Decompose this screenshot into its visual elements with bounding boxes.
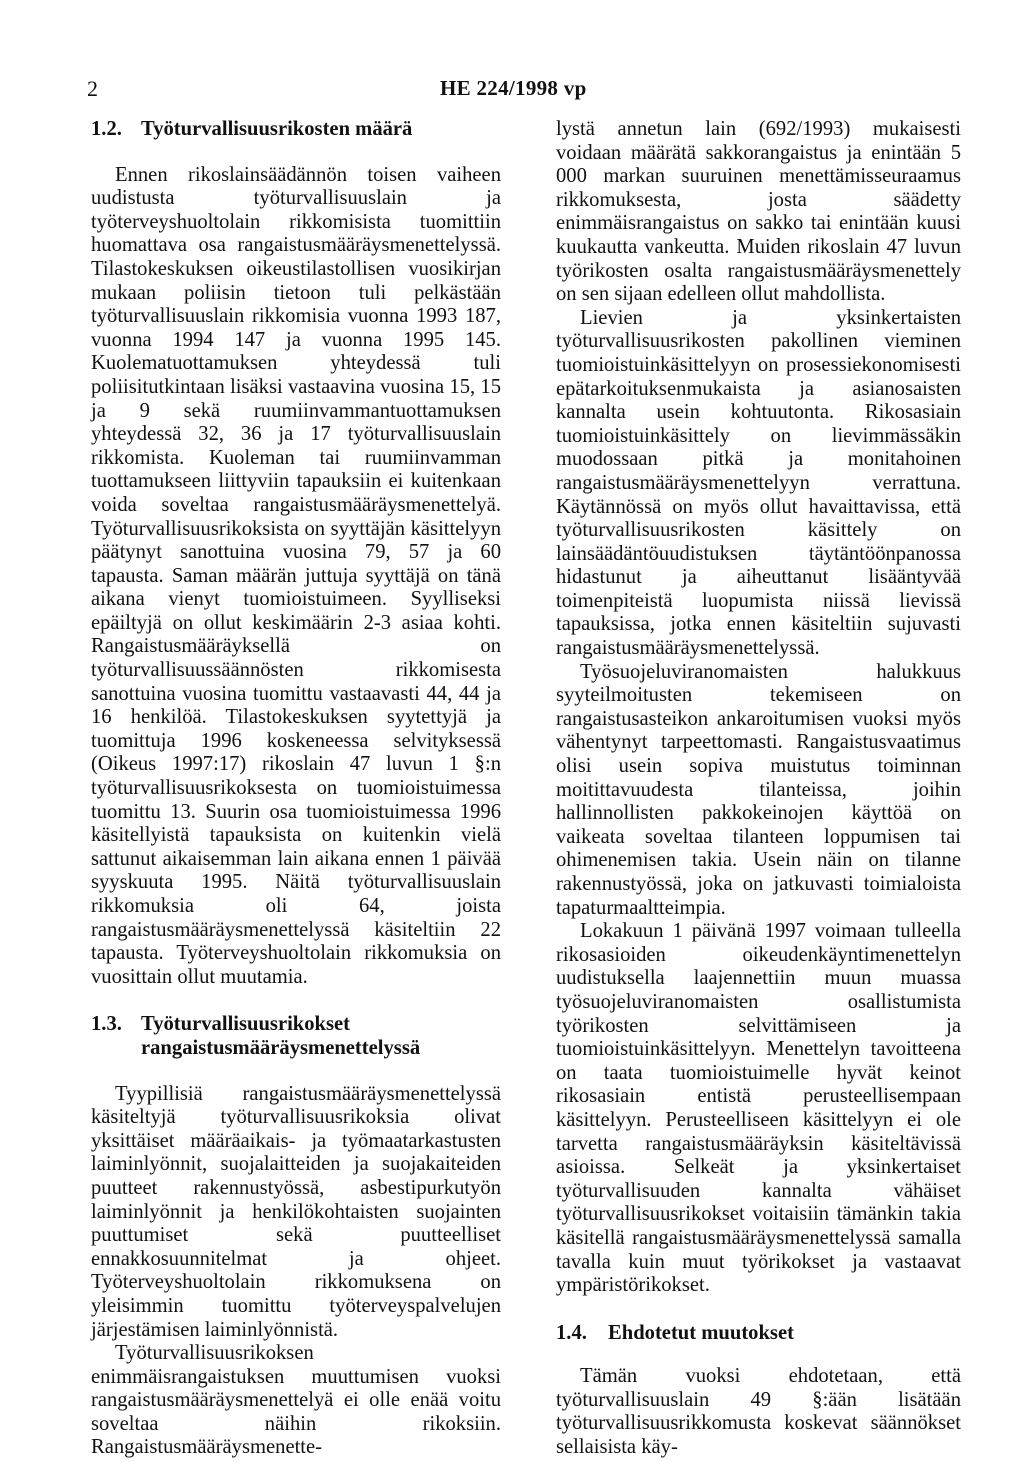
running-header: HE 224/1998 vp (440, 76, 587, 100)
paragraph: lystä annetun lain (692/1993) mukaisesti voidaan määrätä sakkorangaistus ja enintään 5 000 markan suuruinen menettämisseuraamus rikkomuksesta, josta säädetty enimmäisrangaistus on sakko tai enintään kuusi kuukautta vankeutta. Muiden rikoslain 47 luvun työrikosten osalta rangaistusmääräysmenettely on sen sijaan edelleen ollut mahdollista. (556, 118, 961, 306)
section-title: Ehdotetut muutokset (608, 1321, 794, 1344)
section-number: 1.3. (91, 1013, 122, 1036)
paragraph: Ennen rikoslainsäädännön toisen vaiheen uudistusta työturvallisuuslain ja työterveyshuoltolain rikkomisista tuomittiin huomattava osa rangaistusmääräysmenettelyssä. Tilastokeskuksen oikeustilastollisen vuosikirjan mukaan poliisin tietoon tuli pelkästään työturvallisuuslain rikkomisia vuonna 1993 187, vuonna 1994 147 ja vuonna 1995 145. Kuolematuottamuksen yhteydessä tuli poliisitutkintaan lisäksi vastaavina vuosina 15, 15 ja 9 sekä ruumiinvammantuottamuksen yhteydessä 32, 36 ja 17 työturvallisuuslain rikkomista. Kuoleman tai ruumiinvamman tuottamukseen liittyviin tapauksiin ei kuitenkaan voida soveltaa rangaistusmääräysmenettelyä. Työturvallisuusrikoksista on syyttäjän käsittelyyn päätynyt sanottuina vuosina 79, 57 ja 60 tapausta. Saman määrän juttuja syyttäjä on tänä aikana vienyt tuomioistuimeen. Syylliseksi epäiltyjä on ollut keskimäärin 2-3 asiaa kohti. Rangaistusmääräyksellä on työturvallisuussäännösten rikkomisesta sanottuina vuosina tuomittu vastaavasti 44, 44 ja 16 henkilöä. Tilastokeskuksen syytettyjä ja tuomittuja 1996 koskeneessa selvityksessä (Oikeus 1997:17) rikoslain 47 luvun 1 §:n työturvallisuusrikoksesta on tuomioistuimessa tuomittu 13. Suurin osa tuomioistuimessa 1996 käsitellyistä tapauksista on kuitenkin vielä sattunut aikaisemman lain aikana ennen 1 päivää syyskuuta 1995. Näitä työturvallisuuslain rikkomuksia oli 64, joista rangaistusmääräysmenettelyssä käsiteltiin 22 tapausta. Työterveyshuoltolain rikkomuksia on vuosittain ollut muutamia. (91, 163, 501, 988)
paragraph: Työturvallisuusrikoksen enimmäisrangaistuksen muuttumisen vuoksi rangaistusmääräysmenettelyä ei olle enää voitu soveltaa näihin rikoksiin. Rangaistusmääräysmenette- (91, 1342, 501, 1459)
section-heading-1-4 (556, 1322, 961, 1346)
section-title: Työturvallisuusrikokset rangaistusmääräysmenettelyssä (141, 1013, 421, 1059)
page-number: 2 (87, 76, 98, 101)
paragraph: Tyypillisiä rangaistusmääräysmenettelyssä käsiteltyjä työturvallisuusrikoksia olivat yksittäiset määräaikais- ja työmaatarkastusten laiminlyönnit, suojalaitteiden ja suojakaiteiden puutteet rakennustyössä, asbestipurkutyön laiminlyönnit ja henkilökohtaisten suojainten puuttumiset sekä puutteelliset ennakkosuunnitelmat ja ohjeet. Työterveyshuoltolain rikkomuksena on yleisimmin tuomittu työterveyspalvelujen järjestämisen laiminlyönnistä. (91, 1082, 501, 1341)
paragraph: Työsuojeluviranomaisten halukkuus syyteilmoitusten tekemiseen on rangaistusasteikon ankaroitumisen vuoksi myös vähentynyt tarpeettomasti. Rangaistusvaatimus olisi usein sopiva muistutus toiminnan moitittavuudesta tilanteissa, joihin hallinnollisten pakkokeinojen käyttöä on vaikeata soveltaa tilanteen loppumisen tai ohimenemisen takia. Usein näin on tilanne rakennustyössä, joka on jatkuvasti toimialoista tapaturmaaltteimpia. (556, 660, 961, 919)
section-heading-1-3 (91, 1013, 501, 1060)
section-heading-1-2 (91, 118, 501, 142)
paragraph: Tämän vuoksi ehdotetaan, että työturvallisuuslain 49 §:ään lisätään työturvallisuusrikkomusta koskevat säännökset sellaisista käy- (556, 1365, 961, 1459)
paragraph: Lievien ja yksinkertaisten työturvallisuusrikosten pakollinen vieminen tuomioistuinkäsittelyyn on prosessiekonomisesti epätarkoituksenmukaista ja asianosaisten kannalta usein kohtuutonta. Rikosasiain tuomioistuinkäsittely on lievimmässäkin muodossaan pitkä ja monitahoinen rangaistusmääräysmenettelyyn verrattuna. Käytännössä on myös ollut havaittavissa, että työturvallisuusrikosten käsittely on lainsäädäntöuudistuksen täytäntöönpanossa hidastunut ja aiheuttanut lisääntyvää toimenpiteistä luopumista niissä lievissä tapauksissa, jotka ennen käsiteltiin sujuvasti rangaistusmääräysmenettelyssä. (556, 306, 961, 660)
section-number: 1.4. (556, 1321, 587, 1344)
paragraph: Lokakuun 1 päivänä 1997 voimaan tulleella rikosasioiden oikeudenkäyntimenettelyn uudistuksella laajennettiin muun muassa työsuojeluviranomaisten osallistumista työrikosten selvittämiseen ja tuomioistuinkäsittelyyn. Menettelyn tavoitteena on taata tuomioistuimelle hyvät keinot rikosasiain entistä perusteellisempaan käsittelyyn. Perusteelliseen käsittelyyn ei ole tarvetta rangaistusmääräyksin käsiteltävissä asioissa. Selkeät ja yksinkertaiset työturvallisuuden kannalta vähäiset työturvallisuusrikokset voitaisiin tämänkin takia käsitellä rangaistusmääräysmenettelyssä samalla tavalla kuin muut työrikokset ja vastaavat ympäristörikokset. (556, 920, 961, 1297)
left-column (91, 118, 501, 1460)
section-title: Työturvallisuusrikosten määrä (141, 118, 413, 140)
section-number: 1.2. (91, 118, 122, 140)
right-column (556, 118, 961, 1460)
